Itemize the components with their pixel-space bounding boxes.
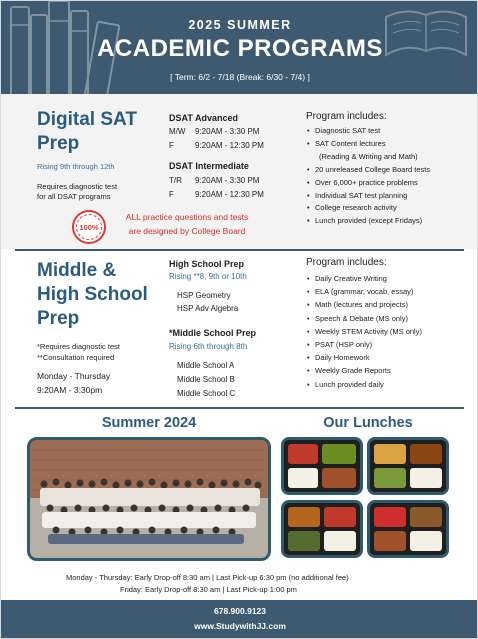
mhs-requirement-line1: *Requires diagnostic test [37,342,120,351]
dsat-intermediate-schedule-row [169,176,259,185]
list-item-continuation: (Reading & Writing and Math) [319,151,418,161]
schedule-days: M/W [169,127,186,136]
list-item: • PSAT (HSP only) [307,338,422,351]
schedule-days: T/R [169,176,182,185]
summer-2024-heading: Summer 2024 [101,415,197,431]
list-item: • Daily Homework [307,351,422,364]
ms-grade-range: Rising 6th through 8th [169,342,248,351]
mhs-title-line3: Prep [37,308,80,329]
mhs-title-line1: Middle & [37,260,117,281]
lunch-photo [367,500,449,558]
lunch-photo [281,500,363,558]
mhs-title-line2: High School [37,284,148,305]
seal-text: 100% [76,214,102,240]
list-item: • College research activity [307,202,430,215]
lunch-photo-image [284,440,360,492]
dsat-advanced-heading: DSAT Advanced [169,113,239,123]
weekday-times: Early Drop-off 8:30 am | Last Pick-up 6:30 pm (no additional fee) [134,573,349,582]
sat-includes-heading: Program includes: [306,111,387,122]
weekday-label: Monday - Thursday: [66,573,133,582]
list-item: • Individual SAT test planning [307,190,430,203]
dsat-intermediate-heading: DSAT Intermediate [169,161,249,171]
schedule-time: 9:20AM - 12:30 PM [195,190,264,199]
friday-times: Early Drop-off 8:30 am | Last Pick-up 1:00 pm [145,585,297,594]
list-item: • Lunch provided daily [307,378,422,391]
sat-requirement-line1: Requires diagnostic test [37,182,118,191]
hs-prep-heading: High School Prep [169,259,245,269]
footer-phone: 678.900.9123 [214,606,266,616]
mhs-requirement-line2: **Consultation required [37,353,115,362]
schedule-days: F [169,190,174,199]
ms-prep-heading: *Middle School Prep [169,328,257,338]
list-item: • Weekly Grade Reports [307,364,422,377]
dsat-intermediate-schedule-row [169,190,264,199]
course-item: HSP Geometry [177,291,231,300]
sat-section-title [37,108,157,156]
friday-label: Friday: [120,585,143,594]
list-item: • 20 unreleased College Board tests [307,164,430,177]
group-photo-image [30,440,268,558]
lunch-photo-image [370,440,446,492]
sat-grade-range: Rising 9th through 12th [37,162,115,171]
schedule-time: 9:20AM - 3:30 PM [195,176,260,185]
course-item: Middle School B [177,375,235,384]
sat-requirement-line2: for all DSAT programs [37,192,111,201]
friday-times-row [120,585,297,594]
course-item: Middle School A [177,361,235,370]
schedule-time: 9:20AM - 12:30 PM [195,141,264,150]
course-item: HSP Adv Algebra [177,304,239,313]
footer-website-link[interactable]: www.StudywithJJ.com [194,621,286,631]
lunch-photo [367,437,449,495]
sat-includes-list [307,125,430,228]
lunch-photo-image [284,503,360,555]
group-photo [27,437,271,561]
weekday-times-row [66,573,349,582]
lunch-photo-image [370,503,446,555]
section-divider [15,407,464,409]
our-lunches-heading: Our Lunches [323,415,413,431]
college-board-note-line2: are designed by College Board [128,226,246,236]
course-item: Middle School C [177,389,236,398]
list-item: • Lunch provided (except Fridays) [307,215,430,228]
list-item: • Speech & Debate (MS only) [307,312,422,325]
mhs-time: 9:20AM - 3:30pm [37,385,103,395]
mhs-section-title [37,259,162,331]
list-item: • SAT Content lectures [307,138,430,151]
hs-grade-range: Rising **8, 9th or 10th [169,272,247,281]
schedule-days: F [169,141,174,150]
header-banner [1,1,478,94]
list-item: • ELA (grammar, vocab, essay) [307,285,422,298]
header-term-dates: [ Term: 6/2 - 7/18 (Break: 6/30 - 7/4) ] [170,72,310,82]
sat-title-line1: Digital SAT [37,109,137,130]
mhs-includes-heading: Program includes: [306,257,387,268]
list-item: • Math (lectures and projects) [307,298,422,311]
dsat-advanced-schedule-row [169,141,264,150]
hundred-percent-seal-icon [72,210,106,244]
lunch-photo [281,437,363,495]
sat-title-line2: Prep [37,133,80,154]
schedule-time: 9:20AM - 3:30 PM [195,127,260,136]
list-item: • Diagnostic SAT test [307,125,430,138]
header-title: ACADEMIC PROGRAMS [97,35,383,62]
dsat-advanced-schedule-row [169,127,259,136]
header-year-line: 2025 SUMMER [188,18,292,32]
list-item: • Weekly STEM Activity (MS only) [307,325,422,338]
list-item: • Daily Creative Writing [307,272,422,285]
mhs-days: Monday - Thursday [37,371,111,381]
section-divider [15,249,464,251]
list-item: • Over 6,000+ practice problems [307,177,430,190]
mhs-includes-list [307,272,422,391]
college-board-note-line1: ALL practice questions and tests [125,212,249,222]
